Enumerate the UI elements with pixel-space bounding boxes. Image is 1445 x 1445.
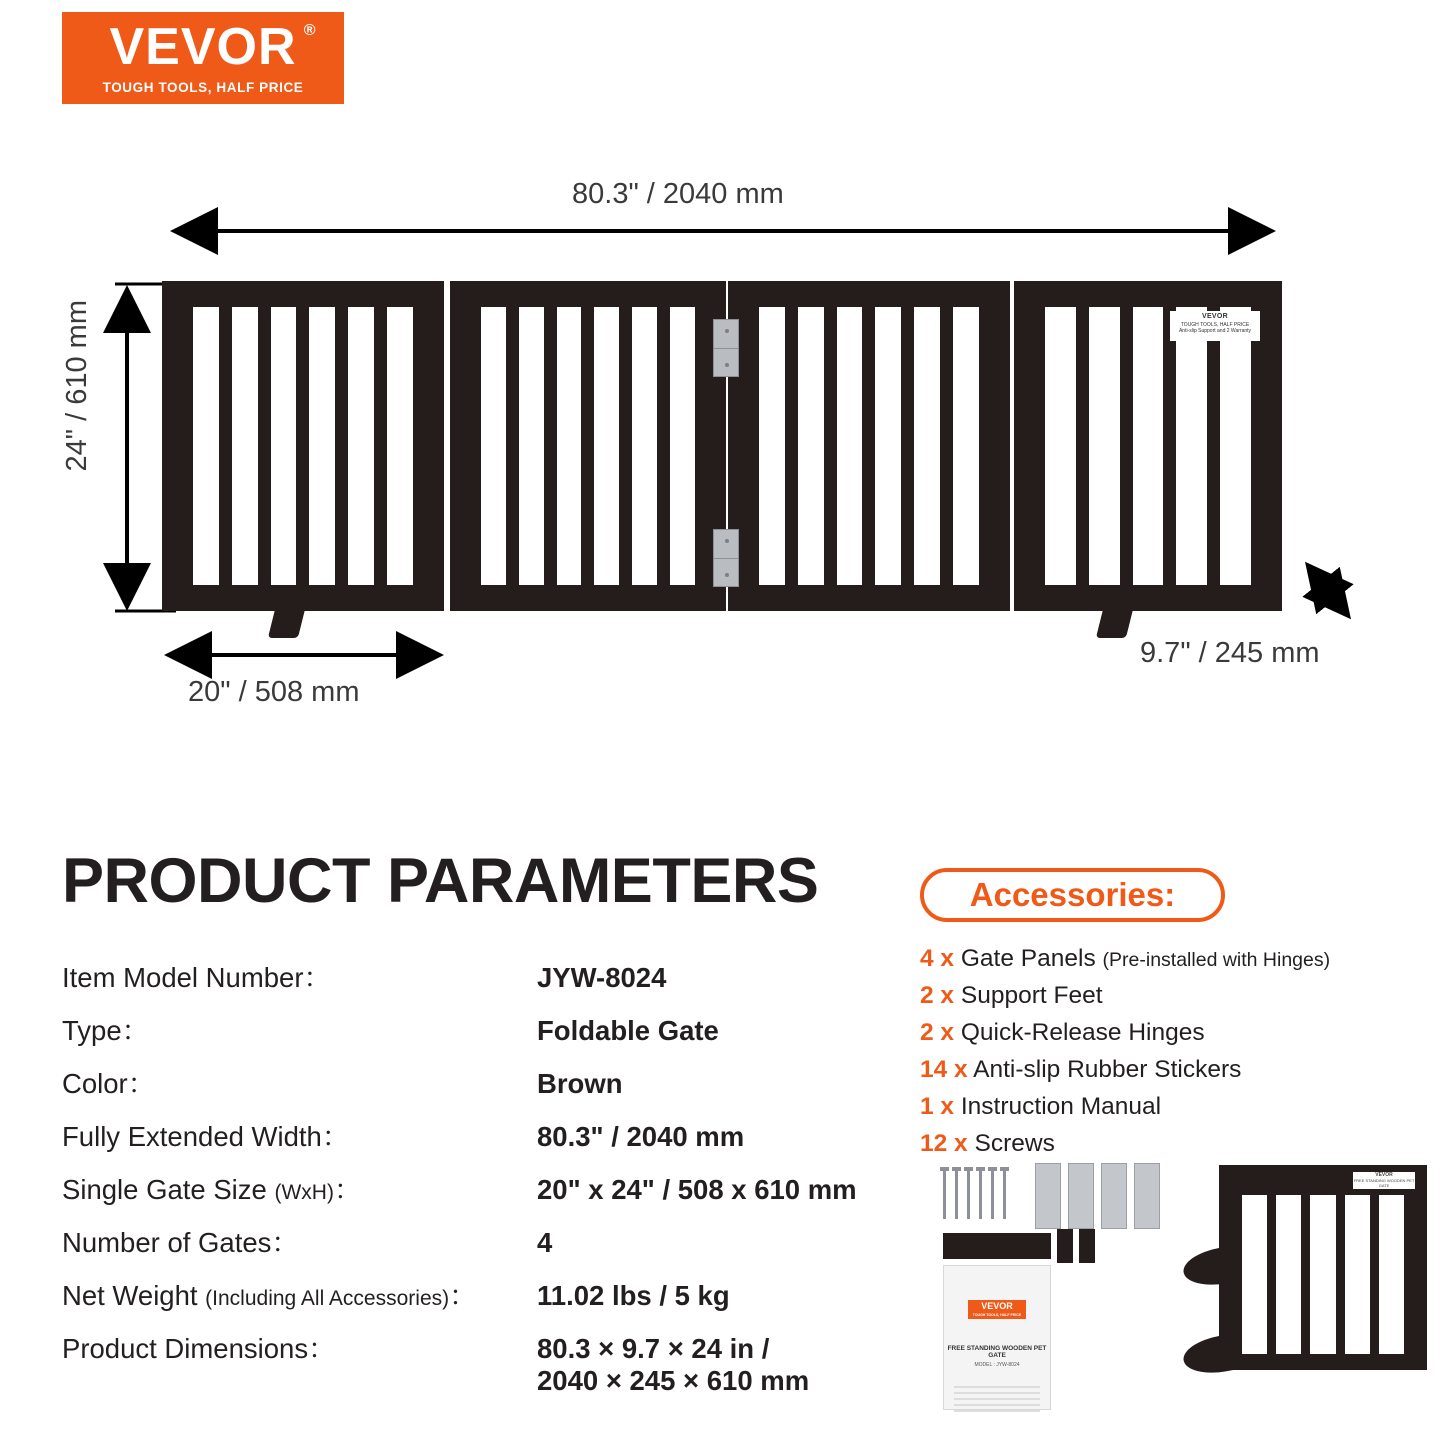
param-value: JYW-8024 bbox=[537, 962, 667, 993]
accessory-name: Quick-Release Hinges bbox=[960, 1019, 1205, 1046]
accessory-name: Gate Panels bbox=[960, 945, 1096, 972]
logo-tagline: TOUGH TOOLS, HALF PRICE bbox=[102, 80, 304, 95]
table-row bbox=[62, 1326, 902, 1397]
param-sep: ： bbox=[308, 1333, 336, 1364]
gate-panel-3 bbox=[728, 281, 1010, 611]
param-label-text: Single Gate Size bbox=[62, 1174, 275, 1205]
hinges-icon bbox=[1035, 1163, 1160, 1229]
depth-dimension-label: 9.7" / 245 mm bbox=[1140, 637, 1320, 669]
hinge-bottom bbox=[713, 529, 739, 587]
param-sep: ： bbox=[449, 1280, 477, 1311]
accessory-name: Screws bbox=[974, 1130, 1055, 1157]
hinge-top bbox=[713, 319, 739, 377]
param-sep: ： bbox=[127, 1068, 156, 1099]
panel-4-slats bbox=[1032, 307, 1264, 585]
panel-2-slats bbox=[468, 307, 708, 585]
param-sublabel: (WxH) bbox=[274, 1181, 334, 1204]
manual-logo bbox=[968, 1300, 1026, 1319]
param-label bbox=[62, 1326, 537, 1366]
instruction-manual-icon bbox=[943, 1265, 1051, 1410]
mini-gate-slats bbox=[1233, 1195, 1413, 1354]
tag-line-1: TOUGH TOOLS, HALF PRICE bbox=[1180, 321, 1250, 328]
param-value: Foldable Gate bbox=[537, 1015, 719, 1046]
list-item bbox=[920, 1056, 1430, 1084]
mini-tag-title: FREE STANDING WOODEN PET GATE bbox=[1353, 1178, 1415, 1188]
table-row bbox=[62, 1220, 902, 1260]
table-row bbox=[62, 1061, 902, 1101]
param-label-text: Number of Gates bbox=[62, 1227, 272, 1258]
parameters-table bbox=[62, 955, 902, 1410]
list-item bbox=[920, 945, 1430, 973]
param-label bbox=[62, 1167, 537, 1207]
param-value: Brown bbox=[537, 1068, 623, 1099]
rubber-sticker-strip-1 bbox=[1057, 1229, 1073, 1263]
panel-3-slats bbox=[746, 307, 992, 585]
accessories-list bbox=[920, 945, 1430, 1167]
param-value-line1: 80.3 × 9.7 × 24 in / bbox=[537, 1333, 770, 1364]
logo-text: VEVOR bbox=[109, 18, 297, 76]
accessories-title-pill bbox=[920, 868, 1225, 922]
manual-model: MODEL : JYW-8024 bbox=[974, 1362, 1020, 1368]
gate-panel-4 bbox=[1014, 281, 1282, 611]
manual-brand: VEVOR bbox=[981, 1301, 1013, 1311]
list-item bbox=[920, 1130, 1430, 1158]
list-item bbox=[920, 1019, 1430, 1047]
param-label-text: Color bbox=[62, 1068, 128, 1099]
gate-panel-1 bbox=[162, 281, 444, 611]
manual-tagline: TOUGH TOOLS, HALF PRICE bbox=[972, 1313, 1022, 1317]
accessories-title: Accessories: bbox=[969, 876, 1176, 913]
table-row bbox=[62, 1273, 902, 1313]
mini-tag-brand: VEVOR bbox=[1375, 1172, 1393, 1178]
param-label-text: Type bbox=[62, 1015, 122, 1046]
accessory-qty: 14 x bbox=[920, 1056, 968, 1083]
param-label bbox=[62, 1008, 537, 1048]
param-value: 11.02 lbs / 5 kg bbox=[537, 1280, 730, 1311]
param-label bbox=[62, 1220, 537, 1260]
accessory-qty: 2 x bbox=[920, 982, 955, 1009]
table-row bbox=[62, 1167, 902, 1207]
width-dimension-label: 80.3" / 2040 mm bbox=[572, 178, 784, 210]
rubber-sticker-strip-2 bbox=[1079, 1229, 1095, 1263]
accessory-qty: 2 x bbox=[920, 1019, 955, 1046]
page-title: PRODUCT PARAMETERS bbox=[62, 846, 819, 916]
tag-line-2: Anti-slip Support and 2 Warranty bbox=[1178, 328, 1252, 334]
param-sep: ： bbox=[333, 1174, 362, 1205]
param-label-text: Product Dimensions bbox=[62, 1333, 309, 1364]
table-row bbox=[62, 955, 902, 995]
accessory-qty: 4 x bbox=[920, 945, 955, 972]
gate-panel-2 bbox=[450, 281, 726, 611]
param-sublabel: (Including All Accessories) bbox=[205, 1287, 450, 1310]
accessory-qty: 12 x bbox=[920, 1130, 968, 1157]
param-label bbox=[62, 1061, 537, 1101]
param-value bbox=[537, 1333, 809, 1397]
screws-icon bbox=[943, 1167, 1023, 1225]
panel-1-slats bbox=[180, 307, 426, 585]
param-sep: ： bbox=[271, 1227, 299, 1258]
param-sep: ： bbox=[121, 1015, 150, 1046]
tag-brand: VEVOR bbox=[1201, 313, 1228, 320]
param-value: 80.3" / 2040 mm bbox=[537, 1121, 745, 1152]
param-label-text: Net Weight bbox=[62, 1280, 206, 1311]
registered-mark: ® bbox=[303, 22, 317, 39]
list-item bbox=[920, 982, 1430, 1010]
manual-title: FREE STANDING WOODEN PET GATE bbox=[947, 1345, 1047, 1359]
table-row bbox=[62, 1008, 902, 1048]
manual-text-lines bbox=[954, 1386, 1040, 1412]
accessory-qty: 1 x bbox=[920, 1093, 955, 1120]
param-label bbox=[62, 1114, 537, 1154]
accessory-name: Anti-slip Rubber Stickers bbox=[973, 1056, 1242, 1083]
accessories-illustration bbox=[925, 1155, 1435, 1420]
height-dimension-label: 24" / 610 mm bbox=[61, 300, 93, 472]
accessory-note: (Pre-installed with Hinges) bbox=[1102, 949, 1331, 971]
gate-panel-icon bbox=[1219, 1165, 1427, 1370]
param-label bbox=[62, 1273, 537, 1313]
panel-width-dimension-label: 20" / 508 mm bbox=[188, 676, 360, 708]
list-item bbox=[920, 1093, 1430, 1121]
accessory-name: Support Feet bbox=[960, 982, 1103, 1009]
rubber-stickers-icon bbox=[943, 1233, 1051, 1259]
param-label-text: Item Model Number bbox=[62, 962, 304, 993]
param-sep: ： bbox=[321, 1121, 350, 1152]
table-row bbox=[62, 1114, 902, 1154]
param-sep: ： bbox=[303, 962, 331, 993]
param-value: 20" x 24" / 508 x 610 mm bbox=[537, 1174, 857, 1205]
param-value-line2: 2040 × 245 × 610 mm bbox=[537, 1365, 810, 1396]
mini-product-tag bbox=[1353, 1172, 1415, 1189]
param-label-text: Fully Extended Width bbox=[62, 1121, 322, 1152]
param-label bbox=[62, 955, 537, 995]
accessory-name: Instruction Manual bbox=[960, 1093, 1162, 1120]
pet-gate-illustration bbox=[162, 281, 1282, 611]
product-label-tag bbox=[1170, 311, 1260, 341]
param-value: 4 bbox=[537, 1227, 553, 1258]
